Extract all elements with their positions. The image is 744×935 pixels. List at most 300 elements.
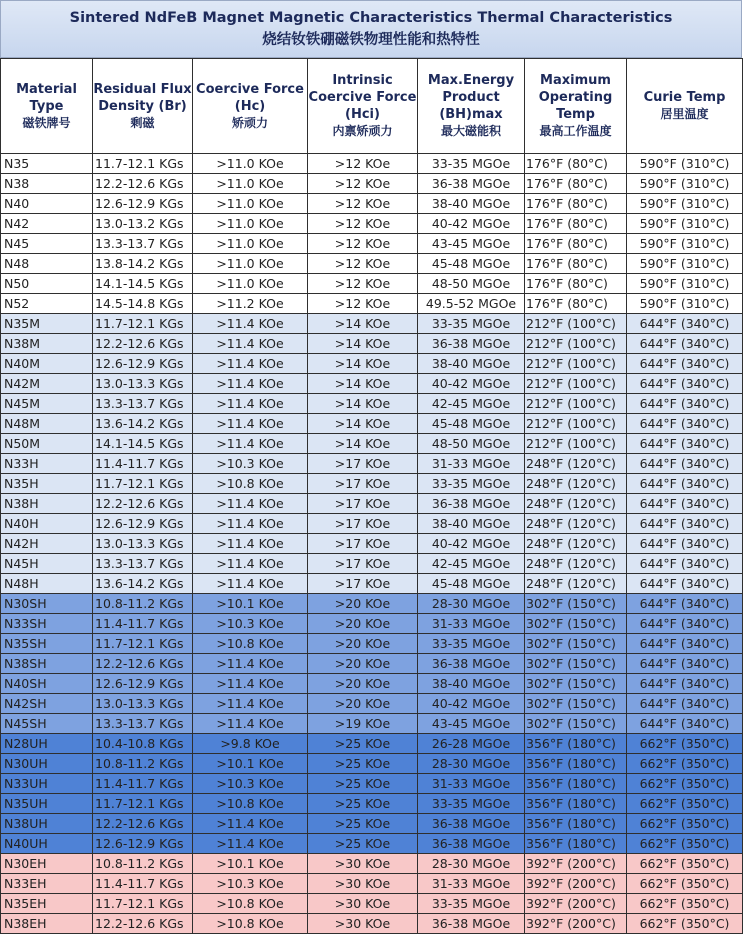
- header-max-operating-temp: [525, 59, 627, 154]
- table-row: [1, 474, 743, 494]
- cell-residual-flux: 13.0-13.3 KGs: [93, 374, 193, 394]
- cell-max-energy: 33-35 MGOe: [418, 794, 525, 814]
- cell-coercive-force: >10.3 KOe: [193, 454, 308, 474]
- cell-curie-temp: 590°F (310°C): [627, 294, 743, 314]
- table-row: [1, 554, 743, 574]
- header-curie-temp-en: Curie Temp: [643, 90, 726, 105]
- cell-max-operating-temp: 302°F (150°C): [525, 654, 627, 674]
- cell-max-operating-temp: 176°F (80°C): [525, 254, 627, 274]
- cell-max-energy: 45-48 MGOe: [418, 574, 525, 594]
- cell-residual-flux: 14.1-14.5 KGs: [93, 274, 193, 294]
- cell-material-type: N45H: [1, 554, 93, 574]
- cell-coercive-force: >11.4 KOe: [193, 374, 308, 394]
- header-residual-flux-cn: 剩磁: [130, 115, 155, 130]
- cell-coercive-force: >10.8 KOe: [193, 794, 308, 814]
- cell-residual-flux: 13.6-14.2 KGs: [93, 414, 193, 434]
- cell-material-type: N40H: [1, 514, 93, 534]
- cell-material-type: N48H: [1, 574, 93, 594]
- cell-max-energy: 49.5-52 MGOe: [418, 294, 525, 314]
- header-coercive-force: [193, 59, 308, 154]
- table-row: [1, 854, 743, 874]
- cell-curie-temp: 662°F (350°C): [627, 914, 743, 934]
- table-row: [1, 894, 743, 914]
- table-row: [1, 634, 743, 654]
- cell-max-operating-temp: 212°F (100°C): [525, 374, 627, 394]
- cell-max-operating-temp: 176°F (80°C): [525, 294, 627, 314]
- cell-residual-flux: 11.7-12.1 KGs: [93, 314, 193, 334]
- cell-curie-temp: 644°F (340°C): [627, 394, 743, 414]
- cell-material-type: N38: [1, 174, 93, 194]
- cell-residual-flux: 11.4-11.7 KGs: [93, 454, 193, 474]
- cell-curie-temp: 644°F (340°C): [627, 314, 743, 334]
- cell-material-type: N33UH: [1, 774, 93, 794]
- table-row: [1, 754, 743, 774]
- cell-max-operating-temp: 176°F (80°C): [525, 274, 627, 294]
- cell-residual-flux: 12.2-12.6 KGs: [93, 654, 193, 674]
- cell-residual-flux: 12.6-12.9 KGs: [93, 194, 193, 214]
- cell-material-type: N30EH: [1, 854, 93, 874]
- cell-intrinsic-coercive: >14 KOe: [308, 354, 418, 374]
- cell-curie-temp: 644°F (340°C): [627, 634, 743, 654]
- cell-max-operating-temp: 212°F (100°C): [525, 414, 627, 434]
- cell-max-operating-temp: 248°F (120°C): [525, 494, 627, 514]
- cell-coercive-force: >10.3 KOe: [193, 774, 308, 794]
- cell-material-type: N42: [1, 214, 93, 234]
- cell-residual-flux: 13.3-13.7 KGs: [93, 554, 193, 574]
- table-row: [1, 354, 743, 374]
- cell-curie-temp: 590°F (310°C): [627, 214, 743, 234]
- cell-max-energy: 43-45 MGOe: [418, 714, 525, 734]
- cell-coercive-force: >11.4 KOe: [193, 314, 308, 334]
- cell-curie-temp: 662°F (350°C): [627, 834, 743, 854]
- cell-max-energy: 36-38 MGOe: [418, 494, 525, 514]
- cell-intrinsic-coercive: >14 KOe: [308, 414, 418, 434]
- cell-intrinsic-coercive: >17 KOe: [308, 574, 418, 594]
- cell-material-type: N38H: [1, 494, 93, 514]
- table-row: [1, 694, 743, 714]
- cell-coercive-force: >10.3 KOe: [193, 874, 308, 894]
- cell-residual-flux: 11.7-12.1 KGs: [93, 794, 193, 814]
- cell-intrinsic-coercive: >12 KOe: [308, 254, 418, 274]
- header-residual-flux-en: Residual Flux Density (Br): [93, 81, 192, 114]
- cell-material-type: N42SH: [1, 694, 93, 714]
- cell-residual-flux: 14.5-14.8 KGs: [93, 294, 193, 314]
- cell-intrinsic-coercive: >12 KOe: [308, 194, 418, 214]
- cell-material-type: N28UH: [1, 734, 93, 754]
- cell-material-type: N45SH: [1, 714, 93, 734]
- cell-intrinsic-coercive: >20 KOe: [308, 694, 418, 714]
- header-coercive-force-cn: 矫顽力: [231, 115, 268, 130]
- cell-material-type: N42M: [1, 374, 93, 394]
- cell-curie-temp: 662°F (350°C): [627, 894, 743, 914]
- cell-material-type: N40: [1, 194, 93, 214]
- cell-intrinsic-coercive: >25 KOe: [308, 794, 418, 814]
- cell-curie-temp: 644°F (340°C): [627, 714, 743, 734]
- cell-coercive-force: >11.2 KOe: [193, 294, 308, 314]
- cell-material-type: N45M: [1, 394, 93, 414]
- cell-material-type: N38SH: [1, 654, 93, 674]
- cell-coercive-force: >10.3 KOe: [193, 614, 308, 634]
- cell-intrinsic-coercive: >20 KOe: [308, 614, 418, 634]
- cell-max-operating-temp: 356°F (180°C): [525, 794, 627, 814]
- cell-curie-temp: 644°F (340°C): [627, 334, 743, 354]
- cell-curie-temp: 662°F (350°C): [627, 754, 743, 774]
- table-row: [1, 434, 743, 454]
- cell-residual-flux: 11.7-12.1 KGs: [93, 634, 193, 654]
- cell-intrinsic-coercive: >17 KOe: [308, 474, 418, 494]
- cell-residual-flux: 12.6-12.9 KGs: [93, 834, 193, 854]
- header-intrinsic-coercive: [308, 59, 418, 154]
- cell-coercive-force: >11.4 KOe: [193, 694, 308, 714]
- cell-residual-flux: 12.2-12.6 KGs: [93, 914, 193, 934]
- cell-curie-temp: 644°F (340°C): [627, 514, 743, 534]
- cell-curie-temp: 644°F (340°C): [627, 554, 743, 574]
- table-row: [1, 154, 743, 174]
- cell-material-type: N33EH: [1, 874, 93, 894]
- cell-intrinsic-coercive: >14 KOe: [308, 314, 418, 334]
- header-material-type-en: Material Type: [16, 81, 77, 114]
- cell-material-type: N48M: [1, 414, 93, 434]
- table-row: [1, 574, 743, 594]
- table-row: [1, 294, 743, 314]
- table-row: [1, 774, 743, 794]
- cell-intrinsic-coercive: >12 KOe: [308, 174, 418, 194]
- cell-material-type: N33SH: [1, 614, 93, 634]
- cell-max-energy: 28-30 MGOe: [418, 854, 525, 874]
- table-row: [1, 174, 743, 194]
- cell-max-energy: 33-35 MGOe: [418, 894, 525, 914]
- table-row: [1, 814, 743, 834]
- cell-material-type: N35UH: [1, 794, 93, 814]
- cell-coercive-force: >11.4 KOe: [193, 434, 308, 454]
- cell-max-energy: 28-30 MGOe: [418, 594, 525, 614]
- cell-residual-flux: 10.4-10.8 KGs: [93, 734, 193, 754]
- cell-coercive-force: >10.1 KOe: [193, 594, 308, 614]
- cell-max-energy: 48-50 MGOe: [418, 274, 525, 294]
- cell-residual-flux: 11.7-12.1 KGs: [93, 474, 193, 494]
- cell-max-operating-temp: 248°F (120°C): [525, 474, 627, 494]
- cell-max-operating-temp: 176°F (80°C): [525, 194, 627, 214]
- cell-residual-flux: 11.4-11.7 KGs: [93, 614, 193, 634]
- cell-intrinsic-coercive: >14 KOe: [308, 334, 418, 354]
- header-material-type-cn: 磁铁牌号: [22, 115, 71, 130]
- cell-max-operating-temp: 302°F (150°C): [525, 594, 627, 614]
- cell-curie-temp: 644°F (340°C): [627, 674, 743, 694]
- cell-curie-temp: 590°F (310°C): [627, 174, 743, 194]
- cell-max-energy: 45-48 MGOe: [418, 254, 525, 274]
- cell-intrinsic-coercive: >25 KOe: [308, 734, 418, 754]
- cell-max-energy: 38-40 MGOe: [418, 514, 525, 534]
- cell-coercive-force: >11.0 KOe: [193, 234, 308, 254]
- cell-material-type: N38EH: [1, 914, 93, 934]
- cell-max-energy: 33-35 MGOe: [418, 634, 525, 654]
- cell-curie-temp: 644°F (340°C): [627, 414, 743, 434]
- header-residual-flux: [93, 59, 193, 154]
- cell-residual-flux: 12.6-12.9 KGs: [93, 514, 193, 534]
- cell-coercive-force: >10.8 KOe: [193, 634, 308, 654]
- cell-residual-flux: 11.7-12.1 KGs: [93, 894, 193, 914]
- cell-max-operating-temp: 356°F (180°C): [525, 734, 627, 754]
- cell-intrinsic-coercive: >12 KOe: [308, 214, 418, 234]
- cell-curie-temp: 662°F (350°C): [627, 734, 743, 754]
- cell-max-operating-temp: 302°F (150°C): [525, 614, 627, 634]
- cell-max-energy: 33-35 MGOe: [418, 474, 525, 494]
- table-row: [1, 214, 743, 234]
- cell-max-operating-temp: 248°F (120°C): [525, 514, 627, 534]
- cell-max-operating-temp: 392°F (200°C): [525, 894, 627, 914]
- cell-curie-temp: 644°F (340°C): [627, 494, 743, 514]
- header-max-operating-temp-en: Maximum Operating Temp: [538, 73, 613, 122]
- cell-intrinsic-coercive: >20 KOe: [308, 674, 418, 694]
- cell-max-operating-temp: 212°F (100°C): [525, 354, 627, 374]
- cell-max-operating-temp: 356°F (180°C): [525, 754, 627, 774]
- cell-max-operating-temp: 392°F (200°C): [525, 914, 627, 934]
- cell-intrinsic-coercive: >17 KOe: [308, 554, 418, 574]
- cell-residual-flux: 12.2-12.6 KGs: [93, 334, 193, 354]
- cell-max-energy: 48-50 MGOe: [418, 434, 525, 454]
- cell-max-energy: 36-38 MGOe: [418, 654, 525, 674]
- cell-intrinsic-coercive: >17 KOe: [308, 534, 418, 554]
- table-row: [1, 674, 743, 694]
- cell-max-energy: 45-48 MGOe: [418, 414, 525, 434]
- cell-intrinsic-coercive: >14 KOe: [308, 394, 418, 414]
- cell-coercive-force: >11.0 KOe: [193, 214, 308, 234]
- cell-coercive-force: >10.1 KOe: [193, 854, 308, 874]
- cell-material-type: N42H: [1, 534, 93, 554]
- cell-max-energy: 36-38 MGOe: [418, 174, 525, 194]
- cell-max-energy: 38-40 MGOe: [418, 194, 525, 214]
- cell-curie-temp: 590°F (310°C): [627, 274, 743, 294]
- cell-material-type: N40SH: [1, 674, 93, 694]
- cell-max-energy: 43-45 MGOe: [418, 234, 525, 254]
- cell-material-type: N30SH: [1, 594, 93, 614]
- cell-max-operating-temp: 212°F (100°C): [525, 394, 627, 414]
- cell-coercive-force: >10.8 KOe: [193, 914, 308, 934]
- cell-max-energy: 26-28 MGOe: [418, 734, 525, 754]
- cell-coercive-force: >11.4 KOe: [193, 814, 308, 834]
- cell-max-operating-temp: 176°F (80°C): [525, 234, 627, 254]
- cell-coercive-force: >9.8 KOe: [193, 734, 308, 754]
- table-row: [1, 194, 743, 214]
- cell-material-type: N52: [1, 294, 93, 314]
- cell-material-type: N50: [1, 274, 93, 294]
- cell-max-energy: 31-33 MGOe: [418, 454, 525, 474]
- cell-material-type: N35EH: [1, 894, 93, 914]
- cell-intrinsic-coercive: >17 KOe: [308, 514, 418, 534]
- table-row: [1, 314, 743, 334]
- cell-coercive-force: >11.4 KOe: [193, 674, 308, 694]
- cell-residual-flux: 11.4-11.7 KGs: [93, 874, 193, 894]
- cell-max-operating-temp: 392°F (200°C): [525, 874, 627, 894]
- cell-max-operating-temp: 392°F (200°C): [525, 854, 627, 874]
- table-row: [1, 374, 743, 394]
- cell-intrinsic-coercive: >12 KOe: [308, 154, 418, 174]
- header-max-energy: [418, 59, 525, 154]
- cell-curie-temp: 662°F (350°C): [627, 814, 743, 834]
- table-body: [1, 154, 743, 934]
- table-row: [1, 394, 743, 414]
- cell-max-energy: 36-38 MGOe: [418, 334, 525, 354]
- cell-max-energy: 42-45 MGOe: [418, 394, 525, 414]
- cell-coercive-force: >11.4 KOe: [193, 534, 308, 554]
- cell-max-energy: 33-35 MGOe: [418, 314, 525, 334]
- header-max-operating-temp-cn: 最高工作温度: [539, 124, 612, 138]
- cell-residual-flux: 10.8-11.2 KGs: [93, 594, 193, 614]
- cell-max-operating-temp: 356°F (180°C): [525, 834, 627, 854]
- cell-coercive-force: >11.0 KOe: [193, 174, 308, 194]
- cell-curie-temp: 644°F (340°C): [627, 614, 743, 634]
- cell-max-operating-temp: 248°F (120°C): [525, 534, 627, 554]
- cell-intrinsic-coercive: >20 KOe: [308, 594, 418, 614]
- cell-intrinsic-coercive: >14 KOe: [308, 434, 418, 454]
- cell-max-energy: 28-30 MGOe: [418, 754, 525, 774]
- cell-max-operating-temp: 302°F (150°C): [525, 694, 627, 714]
- cell-max-operating-temp: 302°F (150°C): [525, 634, 627, 654]
- cell-residual-flux: 13.0-13.3 KGs: [93, 694, 193, 714]
- cell-material-type: N50M: [1, 434, 93, 454]
- page-title-chinese: 烧结钕铁硼磁铁物理性能和热特性: [262, 32, 480, 48]
- cell-residual-flux: 13.3-13.7 KGs: [93, 234, 193, 254]
- cell-material-type: N40M: [1, 354, 93, 374]
- header-curie-temp: [627, 59, 743, 154]
- cell-max-operating-temp: 212°F (100°C): [525, 434, 627, 454]
- cell-max-operating-temp: 248°F (120°C): [525, 554, 627, 574]
- cell-max-operating-temp: 302°F (150°C): [525, 674, 627, 694]
- cell-coercive-force: >11.4 KOe: [193, 334, 308, 354]
- cell-coercive-force: >11.0 KOe: [193, 154, 308, 174]
- table-row: [1, 334, 743, 354]
- cell-intrinsic-coercive: >25 KOe: [308, 774, 418, 794]
- cell-residual-flux: 13.0-13.2 KGs: [93, 214, 193, 234]
- cell-residual-flux: 12.6-12.9 KGs: [93, 674, 193, 694]
- page-title: Sintered NdFeB Magnet Magnetic Characteristics Thermal Characteristics: [69, 10, 673, 26]
- cell-max-operating-temp: 248°F (120°C): [525, 454, 627, 474]
- cell-curie-temp: 644°F (340°C): [627, 454, 743, 474]
- cell-curie-temp: 590°F (310°C): [627, 154, 743, 174]
- cell-coercive-force: >11.4 KOe: [193, 414, 308, 434]
- cell-max-operating-temp: 176°F (80°C): [525, 174, 627, 194]
- cell-max-energy: 36-38 MGOe: [418, 914, 525, 934]
- table-row: [1, 714, 743, 734]
- cell-residual-flux: 13.3-13.7 KGs: [93, 394, 193, 414]
- table-row: [1, 274, 743, 294]
- cell-curie-temp: 644°F (340°C): [627, 474, 743, 494]
- table-row: [1, 874, 743, 894]
- header-coercive-force-en: Coercive Force (Hc): [196, 81, 304, 114]
- cell-intrinsic-coercive: >25 KOe: [308, 754, 418, 774]
- characteristics-table: [0, 58, 743, 934]
- cell-max-energy: 38-40 MGOe: [418, 354, 525, 374]
- cell-curie-temp: 644°F (340°C): [627, 574, 743, 594]
- cell-intrinsic-coercive: >14 KOe: [308, 374, 418, 394]
- cell-intrinsic-coercive: >30 KOe: [308, 894, 418, 914]
- cell-curie-temp: 644°F (340°C): [627, 534, 743, 554]
- cell-curie-temp: 662°F (350°C): [627, 794, 743, 814]
- cell-max-energy: 38-40 MGOe: [418, 674, 525, 694]
- cell-max-energy: 33-35 MGOe: [418, 154, 525, 174]
- header-max-energy-en: Max.Energy Product (BH)max: [427, 73, 515, 122]
- table-row: [1, 914, 743, 934]
- table-row: [1, 454, 743, 474]
- table-row: [1, 494, 743, 514]
- table-row: [1, 834, 743, 854]
- header-row: [1, 59, 743, 154]
- cell-material-type: N35: [1, 154, 93, 174]
- cell-intrinsic-coercive: >17 KOe: [308, 494, 418, 514]
- cell-max-operating-temp: 356°F (180°C): [525, 814, 627, 834]
- cell-max-energy: 40-42 MGOe: [418, 214, 525, 234]
- cell-coercive-force: >11.4 KOe: [193, 714, 308, 734]
- cell-max-energy: 36-38 MGOe: [418, 834, 525, 854]
- table-row: [1, 594, 743, 614]
- cell-intrinsic-coercive: >25 KOe: [308, 834, 418, 854]
- title-banner: [0, 0, 742, 58]
- cell-curie-temp: 644°F (340°C): [627, 374, 743, 394]
- cell-material-type: N38UH: [1, 814, 93, 834]
- cell-residual-flux: 11.4-11.7 KGs: [93, 774, 193, 794]
- table-row: [1, 254, 743, 274]
- cell-coercive-force: >11.4 KOe: [193, 654, 308, 674]
- cell-residual-flux: 12.6-12.9 KGs: [93, 354, 193, 374]
- cell-residual-flux: 13.3-13.7 KGs: [93, 714, 193, 734]
- cell-coercive-force: >11.4 KOe: [193, 574, 308, 594]
- cell-max-operating-temp: 302°F (150°C): [525, 714, 627, 734]
- cell-curie-temp: 662°F (350°C): [627, 854, 743, 874]
- cell-intrinsic-coercive: >25 KOe: [308, 814, 418, 834]
- cell-residual-flux: 10.8-11.2 KGs: [93, 854, 193, 874]
- cell-curie-temp: 662°F (350°C): [627, 874, 743, 894]
- cell-material-type: N48: [1, 254, 93, 274]
- cell-residual-flux: 13.0-13.3 KGs: [93, 534, 193, 554]
- cell-curie-temp: 590°F (310°C): [627, 194, 743, 214]
- cell-coercive-force: >10.8 KOe: [193, 474, 308, 494]
- cell-max-operating-temp: 356°F (180°C): [525, 774, 627, 794]
- cell-max-energy: 31-33 MGOe: [418, 614, 525, 634]
- header-intrinsic-coercive-cn: 内禀矫顽力: [332, 124, 393, 138]
- cell-residual-flux: 12.2-12.6 KGs: [93, 174, 193, 194]
- cell-max-energy: 40-42 MGOe: [418, 534, 525, 554]
- table-row: [1, 654, 743, 674]
- cell-max-operating-temp: 212°F (100°C): [525, 334, 627, 354]
- cell-coercive-force: >11.4 KOe: [193, 554, 308, 574]
- cell-intrinsic-coercive: >30 KOe: [308, 854, 418, 874]
- cell-residual-flux: 12.2-12.6 KGs: [93, 494, 193, 514]
- cell-coercive-force: >11.4 KOe: [193, 394, 308, 414]
- cell-coercive-force: >11.0 KOe: [193, 274, 308, 294]
- cell-curie-temp: 644°F (340°C): [627, 694, 743, 714]
- cell-max-energy: 31-33 MGOe: [418, 774, 525, 794]
- cell-intrinsic-coercive: >12 KOe: [308, 274, 418, 294]
- cell-residual-flux: 14.1-14.5 KGs: [93, 434, 193, 454]
- table-row: [1, 414, 743, 434]
- cell-intrinsic-coercive: >30 KOe: [308, 874, 418, 894]
- cell-intrinsic-coercive: >30 KOe: [308, 914, 418, 934]
- cell-max-energy: 36-38 MGOe: [418, 814, 525, 834]
- cell-coercive-force: >10.8 KOe: [193, 894, 308, 914]
- cell-max-energy: 31-33 MGOe: [418, 874, 525, 894]
- cell-curie-temp: 644°F (340°C): [627, 434, 743, 454]
- table-row: [1, 534, 743, 554]
- cell-residual-flux: 13.6-14.2 KGs: [93, 574, 193, 594]
- cell-coercive-force: >11.4 KOe: [193, 514, 308, 534]
- cell-intrinsic-coercive: >12 KOe: [308, 234, 418, 254]
- cell-coercive-force: >11.0 KOe: [193, 194, 308, 214]
- cell-curie-temp: 644°F (340°C): [627, 354, 743, 374]
- cell-curie-temp: 662°F (350°C): [627, 774, 743, 794]
- cell-intrinsic-coercive: >20 KOe: [308, 654, 418, 674]
- table-row: [1, 514, 743, 534]
- cell-curie-temp: 590°F (310°C): [627, 234, 743, 254]
